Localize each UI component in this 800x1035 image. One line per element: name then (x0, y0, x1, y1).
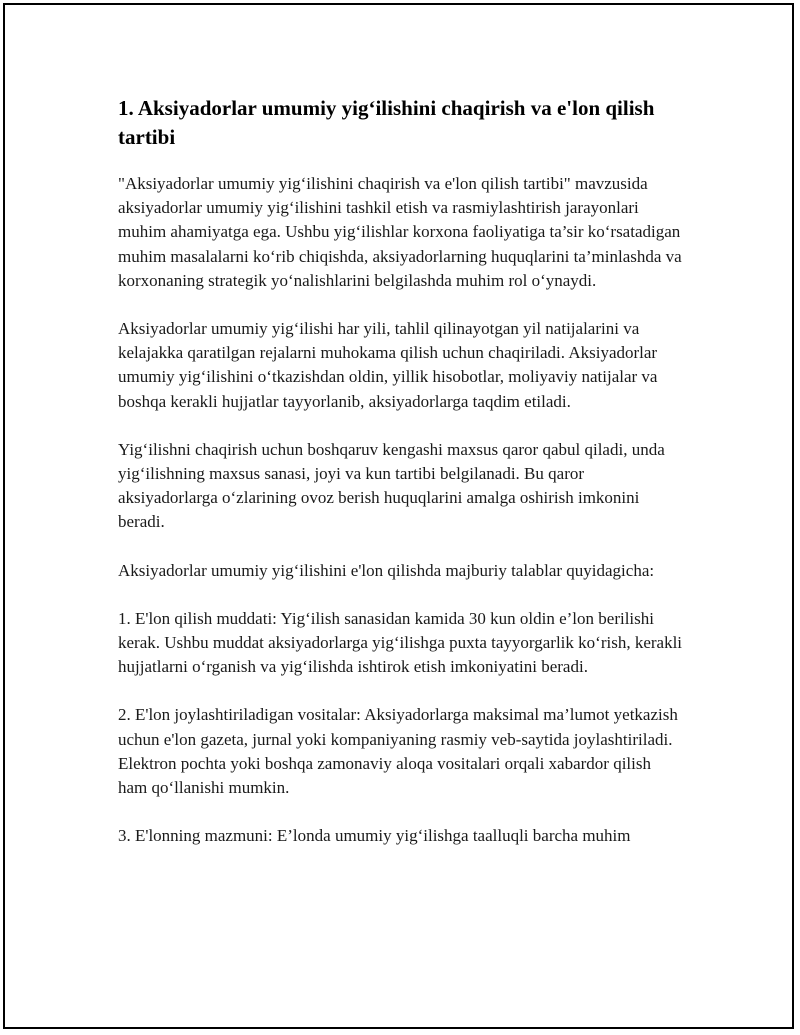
paragraph-requirements-intro: Aksiyadorlar umumiy yig‘ilishini e'lon qilishda majburiy talablar quyidagicha: (118, 560, 655, 580)
list-item-announcement-deadline: 1. E'lon qilish muddati: Yig‘ilish sanasidan kamida 30 kun oldin e’lon berilishi kerak. Ushbu muddat aksiyadorlarga yig‘ilishga puxta tayyorgarlik ko‘rish, kerakli hujjatlarni o‘rganish va yig‘ilishda ishtirok etish imkoniyatini beradi. (118, 608, 683, 677)
paragraph-intro: "Aksiyadorlar umumiy yig‘ilishini chaqirish va e'lon qilish tartibi" mavzusida aksiyadorlar umumiy yig‘ilishini tashkil etish va rasmiylashtirish jarayonlari muhim ahamiyatga ega. Ushbu yig‘ilishlar korxona faoliyatiga ta’sir ko‘rsatadigan muhim masalalarni ko‘rib chiqishda, aksiyadorlarning huquqlarini ta’minlashda va korxonaning strategik yo‘nalishlarini belgilashda muhim rol o‘ynaydi. (118, 174, 682, 290)
paragraph-annual-meeting: Aksiyadorlar umumiy yig‘ilishi har yili, tahlil qilinayotgan yil natijalarini va kelajakka qaratilgan rejalarni muhokama qilish uchun chaqiriladi. Aksiyadorlar umumiy yig‘ilishini o‘tkazishdan oldin, yillik hisobotlar, moliyaviy natijalar va boshqa kerakli hujjatlar tayyorlanib, aksiyadorlarga taqdim etiladi. (118, 319, 658, 411)
paragraph-board-decision: Yig‘ilishni chaqirish uchun boshqaruv kengashi maxsus qaror qabul qiladi, unda yig‘ilishning maxsus sanasi, joyi va kun tartibi belgilanadi. Bu qaror aksiyadorlarga o‘zlarining ovoz berish huquqlarini amalga oshirish imkonini beradi. (118, 439, 665, 532)
document-title: 1. Aksiyadorlar umumiy yig‘ilishini chaqirish va e'lon qilish tartibi (118, 96, 655, 149)
document-body (118, 94, 684, 872)
list-item-announcement-content: 3. E'lonning mazmuni: E’londa umumiy yig‘ilishga taalluqli barcha muhim (118, 826, 631, 846)
list-item-announcement-channels: 2. E'lon joylashtiriladigan vositalar: Aksiyadorlarga maksimal ma’lumot yetkazish uchun e'lon gazeta, jurnal yoki kompaniyaning rasmiy veb-saytida joylashtiriladi. Elektron pochta yoki boshqa zamonaviy aloqa vositalari orqali xabardor qilish ham qo‘llanishi mumkin. (118, 705, 678, 798)
